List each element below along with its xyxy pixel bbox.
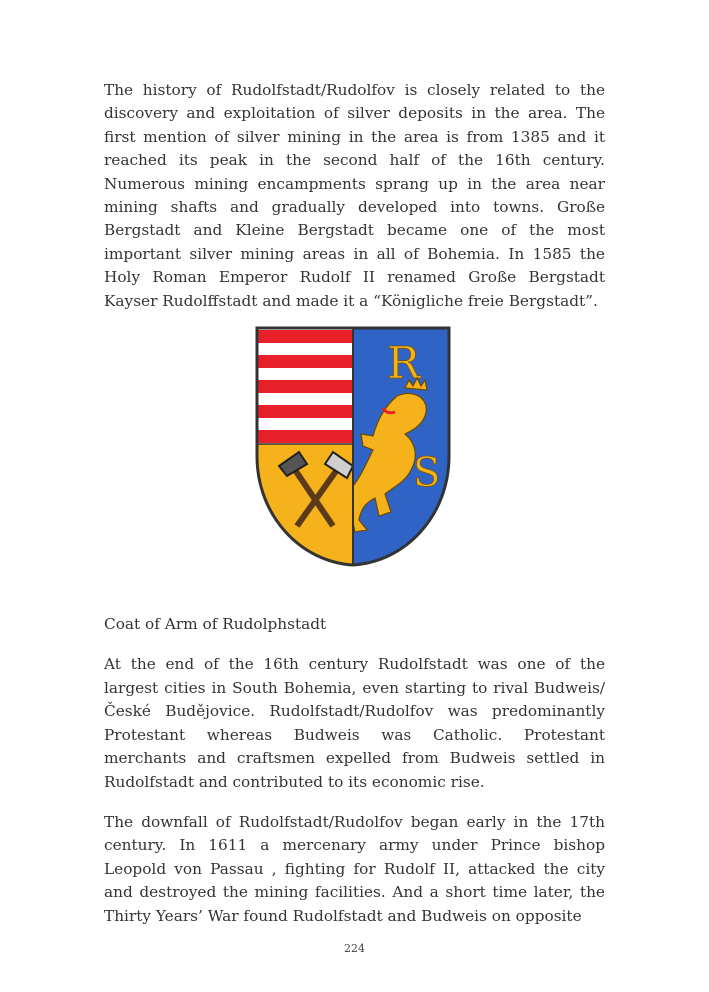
stripe-red-1 — [255, 330, 353, 343]
page-content — [104, 79, 605, 928]
monogram-r: R — [387, 338, 421, 390]
coat-of-arms-image — [255, 326, 451, 568]
paragraph-economy: At the end of the 16th century Rudolfstadt was one of the largest cities in South Bohemia, even starting to rival Budweis/České Budějovice. Rudolfstadt/Rudolfov was predominantly Protestant whereas Budweis was Catholic. Protestant merchants and craftsmen expelled from Budweis settled in Rudolfstadt and contributed to its economic rise. — [104, 655, 605, 791]
stripe-red-5 — [255, 430, 353, 443]
paragraph-history: The history of Rudolfstadt/Rudolfov is closely related to the discovery and exploitation of silver deposits in the area. The first mention of silver mining in the area is from 1385 and it reached its peak in the second half of the 16th century. Numerous mining encampments sprang up in the area near mining shafts and gradually developed into towns. Große Bergstadt and Kleine Bergstadt became one of the most important silver mining areas in all of Bohemia. In 1585 the Holy Roman Emperor Rudolf II renamed Große Bergstadt Kayser Rudolffstadt and made it a “Königliche freie Bergstadt”. — [104, 81, 605, 310]
stripe-red-2 — [255, 355, 353, 368]
figure-caption: Coat of Arm of Rudolphstadt — [104, 615, 327, 634]
page-number: 224 — [344, 942, 365, 955]
monogram-s: S — [413, 450, 441, 497]
coat-of-arms-figure — [104, 313, 605, 613]
paragraph-downfall: The downfall of Rudolfstadt/Rudolfov began early in the 17th century. In 1611 a mercenary army under Prince bishop Leopold von Passau , fighting for Rudolf II, attacked the city and destroyed the mining facilities. And a short time later, the Thirty Years’ War found Rudolfstadt and Budweis on opposite — [104, 812, 605, 925]
stripe-red-4 — [255, 405, 353, 418]
stripe-red-3 — [255, 380, 353, 393]
